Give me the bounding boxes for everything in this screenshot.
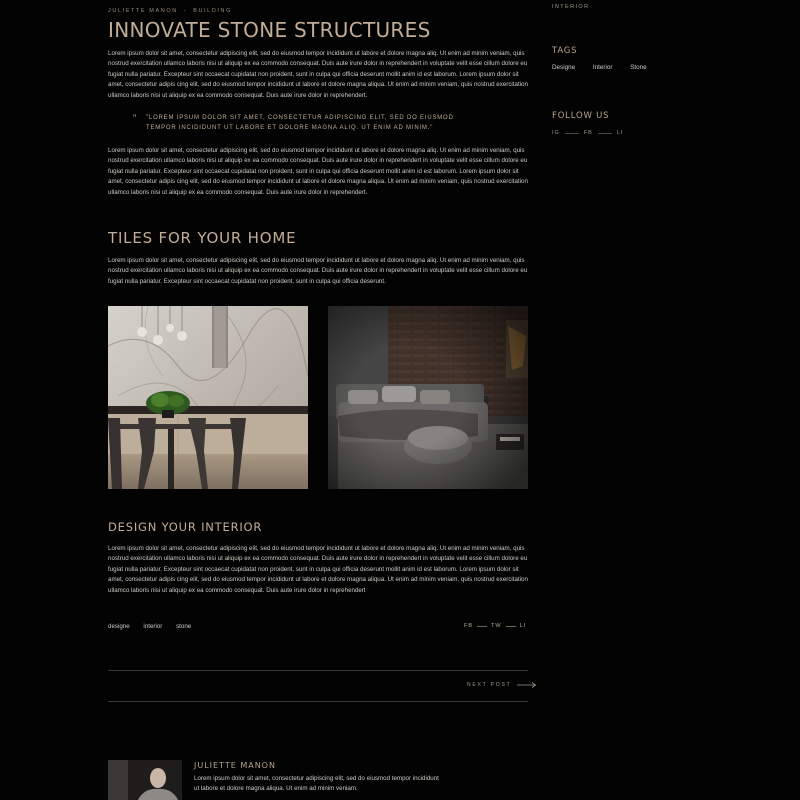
kitchen-illustration [108,306,308,489]
post-nav-divider-bottom [108,701,528,702]
sidebar-tags-title: TAGS [552,46,578,56]
post-author-link[interactable]: JULIETTE MANON [108,8,178,14]
sidebar-tag-link[interactable]: Stone [630,64,647,71]
post-nav-divider-top [108,670,528,671]
share-divider [506,626,516,627]
kitchen-photo [108,306,308,489]
share-links [464,623,526,629]
sidebar-follow-title: FOLLOW US [552,111,610,121]
author-bio: Lorem ipsum dolor sit amet, consectetur adipiscing elit, sed do eiusmod tempor incididunt ut labore et dolore magna aliqua. Ut enim ad minim veniam. [194,775,439,793]
post-meta [108,8,232,14]
author-avatar [108,760,182,800]
bedroom-illustration [328,306,528,489]
next-post-link[interactable] [467,682,537,688]
meta-separator: - [183,8,188,14]
share-facebook-link[interactable]: FB [464,623,474,629]
next-post-label: NEXT POST [467,682,512,688]
sidebar-tags [552,64,663,71]
sidebar-tag-link[interactable]: Designe [552,64,576,71]
post-tag-link[interactable]: interior [143,623,163,630]
arrow-right-icon [517,682,537,688]
sidebar-category-link[interactable]: INTERIOR [552,4,590,10]
quote-mark-icon: " [133,113,137,123]
post-paragraph-4: Lorem ipsum dolor sit amet, consectetur adipiscing elit, sed do eiusmod tempor incididunt ut labore et dolore magna aliq. Ut enim ad minim veniam, quis nostrud exercitation ullamco laboris nisi ut aliquip ex ea commodo consequat. Duis aute irure dolor in reprehendert in voluptate velit esse cillum dolore eu fugiat nulla pariatur. Excepteur sint occaecat cupidatat non proident, sunt in culpa qui officia deserunt mollit anim id est laborum. Lorem ipsum dolor sit amet, consectetur adipis cing elit, sed do eiusmod tempor incididunt ut labore et dolore magna aliqua. Ut enim ad minim veniam, quis nostrud exercitation ullamco laboris nisi ut aliquip ex ea commodo consequat. Duis aute irure dolor in reprehendert [108,545,528,594]
share-divider [477,626,487,627]
post-tag-link[interactable]: designe [108,623,130,630]
follow-linkedin-link[interactable]: LI [616,130,624,136]
sidebar-follow-links [552,130,623,136]
follow-instagram-link[interactable]: IG [552,130,560,136]
follow-facebook-link[interactable]: FB [583,130,593,136]
post-paragraph-3: Lorem ipsum dolor sit amet, consectetur adipiscing elit, sed do eiusmod tempor incididunt ut labore et dolore magna aliq. Ut enim ad minim veniam, quis nostrud exercitation ullamco laboris nisi ut aliquip ex ea commodo consequat. Duis aute irure dolor in reprehendert in voluptate velit esse cillum dolore eu fugiat nulla pariatur. Excepteur sint occaecat cupidatat non proident, sunt in culpa qui officia deserunt. [108,257,528,285]
bedroom-photo [328,306,528,489]
follow-divider [598,133,612,134]
post-paragraph-2: Lorem ipsum dolor sit amet, consectetur adipiscing elit, sed do eiusmod tempor incididunt ut labore et dolore magna aliq. Ut enim ad minim veniam, quis nostrud exercitation ullamco laboris nisi ut aliquip ex ea commodo consequat. Duis aute irure dolor in reprehendert in voluptate velit esse cillum dolore eu fugiat nulla pariatur. Excepteur sint occaecat cupidatat non proident, sunt in culpa qui officia deserunt mollit anim id est laborum. Lorem ipsum dolor sit amet, consectetur adipis cing elit, sed do eiusmod tempor incididunt ut labore et dolore magna aliqua. Ut enim ad minim veniam, quis nostrud exercitation ullamco laboris nisi ut aliquip ex ea commodo consequat. Duis aute irure dolor in reprehendert. [108,147,528,196]
section-heading-interior: DESIGN YOUR INTERIOR [108,520,263,534]
post-category-link[interactable]: BUILDING [193,8,232,14]
share-twitter-link[interactable]: TW [491,623,502,629]
author-portrait [108,760,182,800]
blockquote [134,114,454,133]
share-linkedin-link[interactable]: LI [519,623,527,629]
post-tag-link[interactable]: stone [176,623,192,630]
post-title: INNOVATE STONE STRUCTURES [108,18,431,42]
section-heading-tiles: TILES FOR YOUR HOME [108,229,297,247]
post-paragraph-1: Lorem ipsum dolor sit amet, consectetur adipiscing elit, sed do eiusmod tempor incididunt ut labore et dolore magna aliq. Ut enim ad minim veniam, quis nostrud exercitation ullamco laboris nisi ut aliquip ex ea commodo consequat. Duis aute irure dolor in reprehendert in voluptate velit esse cillum dolore eu fugiat nulla pariatur. Excepteur sint occaecat cupidatat non proident, sunt in culpa qui officia deserunt mollit anim id est laborum. Lorem ipsum dolor sit amet, consectetur adipis cing elit, sed do eiusmod tempor incididunt ut labore et dolore magna aliqua. Ut enim ad minim veniam, quis nostrud exercitation ullamco laboris nisi ut aliquip ex ea commodo consequat. Duis aute irure dolor in reprehendert. [108,50,528,99]
post-tags [108,623,203,630]
author-name: JULIETTE MANON [194,761,276,770]
blockquote-text: "LOREM IPSUM DOLOR SIT AMET, CONSECTETUR ADIPISCING ELIT, SED DO EIUSMOD TEMPOR INCIDIDUNT UT LABORE ET DOLORE MAGNA ALIQ. UT ENIM AD MINIM." [146,115,454,131]
sidebar-tag-link[interactable]: Interior [592,64,613,71]
follow-divider [565,133,579,134]
